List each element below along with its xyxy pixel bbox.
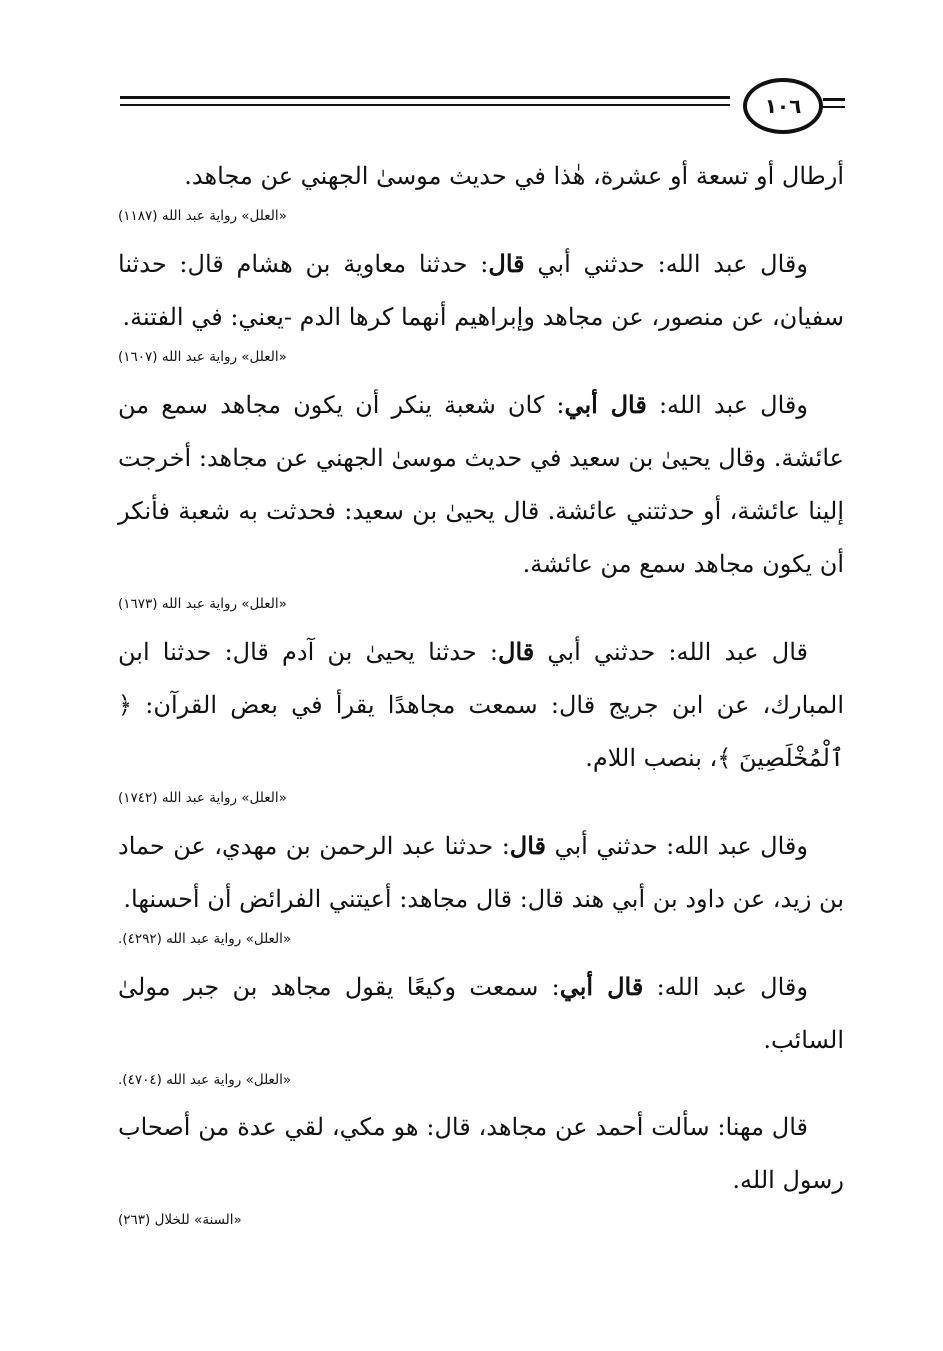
reference-3: «العلل» رواية عبد الله (١٦٧٣) [118,596,287,612]
paragraph-4 [118,625,844,785]
paragraph-5 [118,819,844,926]
paragraph-7 [118,1101,844,1207]
page-header [120,76,845,136]
header-rule-tail-top [823,98,845,101]
reference-2: «العلل» رواية عبد الله (١٦٠٧) [118,349,287,365]
reference-5: «العلل» رواية عبد الله (٤٢٩٢). [118,931,292,947]
paragraph-3 [118,378,844,591]
reference-6: «العلل» رواية عبد الله (٤٧٠٤). [118,1072,292,1088]
paragraph-5-bold: قال [509,831,547,860]
page-body [118,150,844,1241]
paragraph-1 [118,150,844,203]
paragraph-6-text: : سمعت وكيعًا يقول مجاهد بن جبر مولىٰ السائب. [118,973,844,1054]
paragraph-1-text: أرطال أو تسعة أو عشرة، هٰذا في حديث موسىٰ الجهني عن مجاهد. [184,162,844,190]
reference-7: «السنة» للخلال (٢٦٣) [118,1212,242,1228]
paragraph-7-text: سألت أحمد عن مجاهد، قال: هو مكي، لقي عدة من أصحاب رسول الله. [118,1113,844,1194]
paragraph-2-text: : حدثنا معاوية بن هشام قال: حدثنا سفيان، عن منصور، عن مجاهد وإبراهيم أنهما كرها الدم -يعني: في الفتنة. [118,250,844,331]
paragraph-7-lead: قال مهنا: [709,1113,808,1141]
paragraph-5-lead: وقال عبد الله: حدثني أبي [546,832,808,860]
page-number: ١٠٦ [764,94,802,118]
reference-1: «العلل» رواية عبد الله (١١٨٧) [118,208,287,224]
header-rule-top [120,96,730,99]
paragraph-2-bold: قال [488,249,525,278]
paragraph-3-bold: قال أبي [564,390,647,419]
page-number-badge [743,78,823,134]
paragraph-6-bold: قال أبي [559,972,644,1001]
paragraph-2 [118,237,844,344]
paragraph-3-text: : كان شعبة ينكر أن يكون مجاهد سمع من عائشة. وقال يحيىٰ بن سعيد في حديث موسىٰ الجهني عن مجاهد: أخرجت إلينا عائشة، أو حدثتني عائشة. قال يحيىٰ بن سعيد: فحدثت به شعبة فأنكر أن يكون مجاهد سمع من عائشة. [118,391,844,578]
paragraph-6 [118,960,844,1067]
paragraph-4-lead: قال عبد الله: حدثني أبي [534,638,808,666]
paragraph-4-text: : حدثنا يحيىٰ بن آدم قال: حدثنا ابن المبارك، عن ابن جريج قال: سمعت مجاهدًا يقرأ في بعض القرآن: ﴿ ٱلْمُخْلَصِينَ ﴾، بنصب اللام. [118,638,845,772]
header-rule-bottom [120,104,730,106]
paragraph-5-text: : حدثنا عبد الرحمن بن مهدي، عن حماد بن زيد، عن داود بن أبي هند قال: قال مجاهد: أعيتني الفرائض أن أحسنها. [118,832,844,913]
header-rule-tail-bottom [823,106,845,108]
paragraph-4-bold: قال [498,637,535,666]
paragraph-6-lead: وقال عبد الله: [643,973,808,1001]
paragraph-2-lead: وقال عبد الله: حدثني أبي [524,250,808,278]
reference-4: «العلل» رواية عبد الله (١٧٤٢) [118,790,287,806]
paragraph-3-lead: وقال عبد الله: [646,391,808,419]
